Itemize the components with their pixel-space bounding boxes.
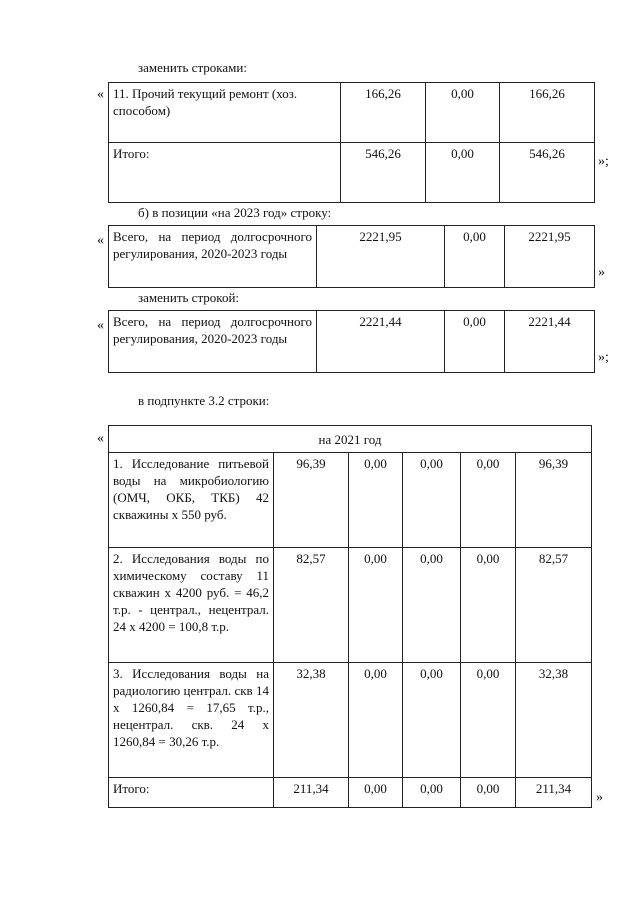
table-row [109,83,595,143]
open-quote: « [97,87,104,102]
open-quote: « [97,431,104,446]
table-row [109,226,595,288]
row-label: Всего, на период долгосрочного регулирования, 2020-2023 годы [109,226,317,288]
value-cell: 0,00 [349,548,403,663]
row-label: 11. Прочий текущий ремонт (хоз. способом) [109,83,341,143]
value-cell: 0,00 [461,548,516,663]
value-cell: 0,00 [461,663,516,778]
year-header: на 2021 год [109,426,592,453]
value-cell: 0,00 [461,778,516,808]
open-quote: « [97,233,104,248]
close-quote: » [596,790,603,805]
value-cell: 2221,44 [317,311,445,373]
open-quote: « [97,318,104,333]
close-quote: » [598,265,605,280]
value-cell: 0,00 [445,311,505,373]
value-cell: 0,00 [461,453,516,548]
table-header-row [109,426,592,453]
value-cell: 2221,44 [505,311,595,373]
value-cell: 96,39 [274,453,349,548]
old-total-table [108,225,595,288]
research-table [108,425,592,808]
value-cell: 0,00 [349,453,403,548]
intro-text-1: заменить строками: [138,60,247,75]
value-cell: 0,00 [403,663,461,778]
value-cell: 546,26 [500,143,595,203]
intro-text-3: заменить строкой: [138,290,240,305]
table-row [109,778,592,808]
value-cell: 82,57 [274,548,349,663]
row-label: Всего, на период долгосрочного регулирования, 2020-2023 годы [109,311,317,373]
replacement-table-1 [108,82,595,203]
value-cell: 166,26 [500,83,595,143]
value-cell: 546,26 [341,143,426,203]
value-cell: 2221,95 [317,226,445,288]
value-cell: 2221,95 [505,226,595,288]
value-cell: 0,00 [349,663,403,778]
value-cell: 0,00 [426,83,500,143]
value-cell: 211,34 [516,778,592,808]
intro-text-4: в подпункте 3.2 строки: [138,393,270,408]
table-row [109,548,592,663]
value-cell: 0,00 [349,778,403,808]
value-cell: 0,00 [445,226,505,288]
value-cell: 0,00 [403,548,461,663]
close-quote: »; [598,350,609,365]
table-row [109,453,592,548]
row-label: 1. Исследование питьевой воды на микробиологию (ОМЧ, ОКБ, ТКБ) 42 скважины х 550 руб. [109,453,274,548]
value-cell: 166,26 [341,83,426,143]
table-row [109,663,592,778]
close-quote: »; [598,154,609,169]
new-total-table [108,310,595,373]
row-label: Итого: [109,778,274,808]
value-cell: 82,57 [516,548,592,663]
row-label: 2. Исследования воды по химическому составу 11 скважин х 4200 руб. = 46,2 т.р. - централ., нецентрал. 24 х 4200 = 100,8 т.р. [109,548,274,663]
table-row [109,143,595,203]
value-cell: 211,34 [274,778,349,808]
value-cell: 0,00 [403,453,461,548]
row-label: Итого: [109,143,341,203]
table-row [109,311,595,373]
row-label: 3. Исследования воды на радиологию централ. скв 14 х 1260,84 = 17,65 т.р., нецентрал. скв. 24 х 1260,84 = 30,26 т.р. [109,663,274,778]
value-cell: 0,00 [403,778,461,808]
value-cell: 0,00 [426,143,500,203]
intro-text-2: б) в позиции «на 2023 год» строку: [138,205,332,220]
value-cell: 32,38 [274,663,349,778]
value-cell: 96,39 [516,453,592,548]
value-cell: 32,38 [516,663,592,778]
